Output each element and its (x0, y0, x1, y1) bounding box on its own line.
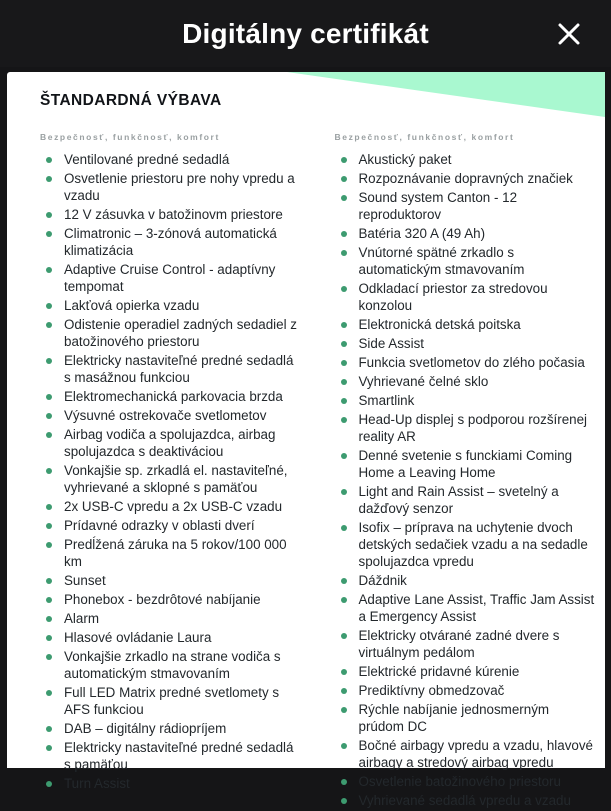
equipment-item-label: Akustický paket (358, 152, 452, 167)
equipment-item-label: Vyhrievané čelné sklo (358, 374, 489, 389)
equipment-item (335, 335, 597, 352)
bullet-dot-icon (46, 322, 52, 328)
equipment-item-label: Rýchle nabíjanie jednosmerným prúdom DC (358, 702, 550, 734)
bullet-dot-icon (46, 635, 52, 641)
modal-header (0, 0, 611, 67)
equipment-item (40, 462, 302, 496)
equipment-item (335, 663, 597, 680)
bullet-dot-icon (46, 745, 52, 751)
equipment-item (40, 517, 302, 534)
equipment-item (335, 572, 597, 589)
equipment-item (335, 280, 597, 314)
bullet-dot-icon (46, 303, 52, 309)
equipment-item-label: Denné svetenie s funckiami Coming Home a Leaving Home (358, 448, 573, 480)
bullet-dot-icon (46, 468, 52, 474)
equipment-item (40, 775, 302, 792)
equipment-item-label: Osvetlenie batožinového priestoru (358, 774, 561, 789)
bullet-dot-icon (46, 654, 52, 660)
equipment-item-label: Elektricky nastaviteľné predné sedadlá s pamäťou (64, 740, 294, 772)
equipment-item (335, 151, 597, 168)
column-subtitle: Bezpečnosť, funkčnosť, komfort (40, 132, 220, 142)
equipment-item-label: Full LED Matrix predné svetlomety s AFS funkciou (64, 685, 280, 717)
bullet-dot-icon (341, 669, 347, 675)
equipment-item (40, 591, 302, 608)
equipment-item (40, 151, 302, 168)
equipment-item-label: Sound system Canton - 12 reproduktorov (358, 190, 518, 222)
equipment-item-label: Prediktívny obmedzovač (358, 683, 505, 698)
equipment-item-label: 2x USB-C vpredu a 2x USB-C vzadu (64, 499, 283, 514)
bullet-dot-icon (46, 597, 52, 603)
bullet-dot-icon (341, 286, 347, 292)
equipment-item-label: Adaptive Lane Assist, Traffic Jam Assist a Emergency Assist (358, 592, 595, 624)
equipment-item (335, 447, 597, 481)
bullet-dot-icon (341, 707, 347, 713)
equipment-item (40, 407, 302, 424)
equipment-item-label: Vnútorné spätné zrkadlo s automatickým stmavovaním (358, 245, 525, 277)
bullet-dot-icon (341, 195, 347, 201)
equipment-item (40, 206, 302, 223)
bullet-dot-icon (46, 267, 52, 273)
equipment-item (40, 498, 302, 515)
equipment-item (335, 225, 597, 242)
bullet-dot-icon (46, 413, 52, 419)
bullet-dot-icon (341, 231, 347, 237)
equipment-item (335, 792, 597, 809)
bullet-dot-icon (46, 358, 52, 364)
equipment-item (335, 701, 597, 735)
column-subtitle: Bezpečnosť, funkčnosť, komfort (334, 132, 515, 142)
equipment-item (335, 373, 597, 390)
equipment-item-label: 12 V zásuvka v batožinovm priestore (64, 207, 283, 222)
equipment-item (40, 610, 302, 627)
equipment-item (40, 297, 302, 314)
equipment-item (335, 737, 597, 771)
equipment-item (40, 388, 302, 405)
equipment-list-right (335, 151, 606, 809)
bullet-dot-icon (341, 688, 347, 694)
equipment-item-label: Vonkajšie zrkadlo na strane vodiča s automatickým stmavovaním (64, 649, 281, 681)
equipment-item (40, 261, 302, 295)
close-icon (556, 21, 582, 47)
bullet-dot-icon (341, 250, 347, 256)
equipment-item-label: Side Assist (358, 336, 424, 351)
equipment-item (40, 170, 302, 204)
equipment-item (40, 684, 302, 718)
equipment-item-label: Adaptive Cruise Control - adaptívny tempomat (64, 262, 276, 294)
bullet-dot-icon (46, 781, 52, 787)
bullet-dot-icon (341, 798, 347, 804)
equipment-columns (40, 132, 605, 811)
equipment-item-label: Climatronic – 3-zónová automatická klimatizácia (64, 226, 277, 258)
equipment-list-left (40, 151, 311, 792)
equipment-item (335, 627, 597, 661)
equipment-item-label: Light and Rain Assist – svetelný a dažďový senzor (358, 484, 559, 516)
equipment-item-label: Funkcia svetlometov do zlého počasia (358, 355, 585, 370)
close-button[interactable] (551, 16, 587, 52)
bullet-dot-icon (341, 525, 347, 531)
equipment-column-right (335, 132, 606, 811)
equipment-item (40, 316, 302, 350)
equipment-item (40, 352, 302, 386)
bullet-dot-icon (46, 726, 52, 732)
equipment-item-label: Batéria 320 A (49 Ah) (358, 226, 486, 241)
equipment-item-label: Rozpoznávanie dopravných značiek (358, 171, 573, 186)
equipment-item-label: Alarm (64, 611, 99, 626)
bullet-dot-icon (341, 417, 347, 423)
equipment-item (40, 720, 302, 737)
bullet-dot-icon (46, 542, 52, 548)
bullet-dot-icon (46, 212, 52, 218)
equipment-item (40, 629, 302, 646)
equipment-item (335, 354, 597, 371)
bullet-dot-icon (46, 157, 52, 163)
bullet-dot-icon (341, 157, 347, 163)
equipment-item (335, 170, 597, 187)
bullet-dot-icon (341, 633, 347, 639)
bullet-dot-icon (46, 231, 52, 237)
equipment-item-label: Hlasové ovládanie Laura (64, 630, 212, 645)
equipment-item-label: Osvetlenie priestoru pre nohy vpredu a vzadu (64, 171, 295, 203)
equipment-item (335, 392, 597, 409)
equipment-item (40, 536, 302, 570)
equipment-item-label: Bočné airbagy vpredu a vzadu, hlavové airbagy a stredový airbag vpredu (358, 738, 593, 770)
equipment-item-label: Elektromechanická parkovacia brzda (64, 389, 283, 404)
equipment-item-label: Ventilované predné sedadlá (64, 152, 230, 167)
equipment-item (40, 572, 302, 589)
bullet-dot-icon (341, 379, 347, 385)
bullet-dot-icon (341, 360, 347, 366)
bullet-dot-icon (46, 578, 52, 584)
certificate-card (7, 72, 605, 808)
equipment-item-label: Vyhrievané sedadlá vpredu a vzadu (358, 793, 571, 808)
equipment-item-label: Predĺžená záruka na 5 rokov/100 000 km (64, 537, 287, 569)
equipment-item-label: Prídavné odrazky v oblasti dverí (64, 518, 255, 533)
equipment-item (335, 189, 597, 223)
bullet-dot-icon (46, 616, 52, 622)
bullet-dot-icon (341, 489, 347, 495)
equipment-item-label: Airbag vodiča a spolujazdca, airbag spolujazdca s deaktiváciou (64, 427, 276, 459)
bullet-dot-icon (46, 504, 52, 510)
modal-title: Digitálny certifikát (182, 17, 429, 49)
equipment-item (335, 316, 597, 333)
equipment-item (335, 519, 597, 570)
equipment-item-label: Vonkajšie sp. zrkadlá el. nastaviteľné, vyhrievané a sklopné s pamäťou (64, 463, 288, 495)
bullet-dot-icon (46, 176, 52, 182)
equipment-item-label: Odkladací priestor za stredovou konzolou (358, 281, 548, 313)
equipment-item-label: Elektrické pridavné kúrenie (358, 664, 520, 679)
equipment-item (40, 648, 302, 682)
equipment-item (335, 483, 597, 517)
bullet-dot-icon (46, 394, 52, 400)
equipment-item-label: Lakťová opierka vzadu (64, 298, 200, 313)
equipment-item (335, 773, 597, 790)
equipment-item-label: Elektricky nastaviteľné predné sedadlá s masážnou funkciou (64, 353, 294, 385)
equipment-item-label: Smartlink (358, 393, 415, 408)
bullet-dot-icon (46, 523, 52, 529)
equipment-item (40, 739, 302, 773)
equipment-item-label: Isofix – príprava na uchytenie dvoch detských sedačiek vzadu a na sedadle spolujazdca vpredu (358, 520, 588, 569)
bullet-dot-icon (46, 690, 52, 696)
bullet-dot-icon (341, 322, 347, 328)
bullet-dot-icon (341, 779, 347, 785)
bullet-dot-icon (341, 597, 347, 603)
equipment-item-label: DAB – digitálny rádiopríjem (64, 721, 227, 736)
equipment-item-label: Sunset (64, 573, 106, 588)
bullet-dot-icon (341, 578, 347, 584)
section-title: ŠTANDARDNÁ VÝBAVA (40, 92, 222, 109)
equipment-item-label: Phonebox - bezdrôtové nabíjanie (64, 592, 261, 607)
bullet-dot-icon (341, 341, 347, 347)
bullet-dot-icon (46, 432, 52, 438)
equipment-column-left (40, 132, 311, 811)
equipment-item (40, 225, 302, 259)
equipment-item-label: Odistenie operadiel zadných sedadiel z batožinového priestoru (64, 317, 297, 349)
bullet-dot-icon (341, 176, 347, 182)
equipment-item (335, 244, 597, 278)
equipment-item (335, 411, 597, 445)
equipment-item (335, 682, 597, 699)
bullet-dot-icon (341, 398, 347, 404)
equipment-item-label: Elektricky otvárané zadné dvere s virtuálnym pedálom (358, 628, 560, 660)
equipment-item-label: Elektronická detská poitska (358, 317, 521, 332)
equipment-item-label: Turn Assist (64, 776, 130, 791)
equipment-item (40, 426, 302, 460)
equipment-item-label: Head-Up displej s podporou rozšírenej reality AR (358, 412, 588, 444)
bullet-dot-icon (341, 743, 347, 749)
bullet-dot-icon (341, 453, 347, 459)
equipment-item-label: Výsuvné ostrekovače svetlometov (64, 408, 267, 423)
equipment-item (335, 591, 597, 625)
equipment-item-label: Dáždnik (358, 573, 407, 588)
